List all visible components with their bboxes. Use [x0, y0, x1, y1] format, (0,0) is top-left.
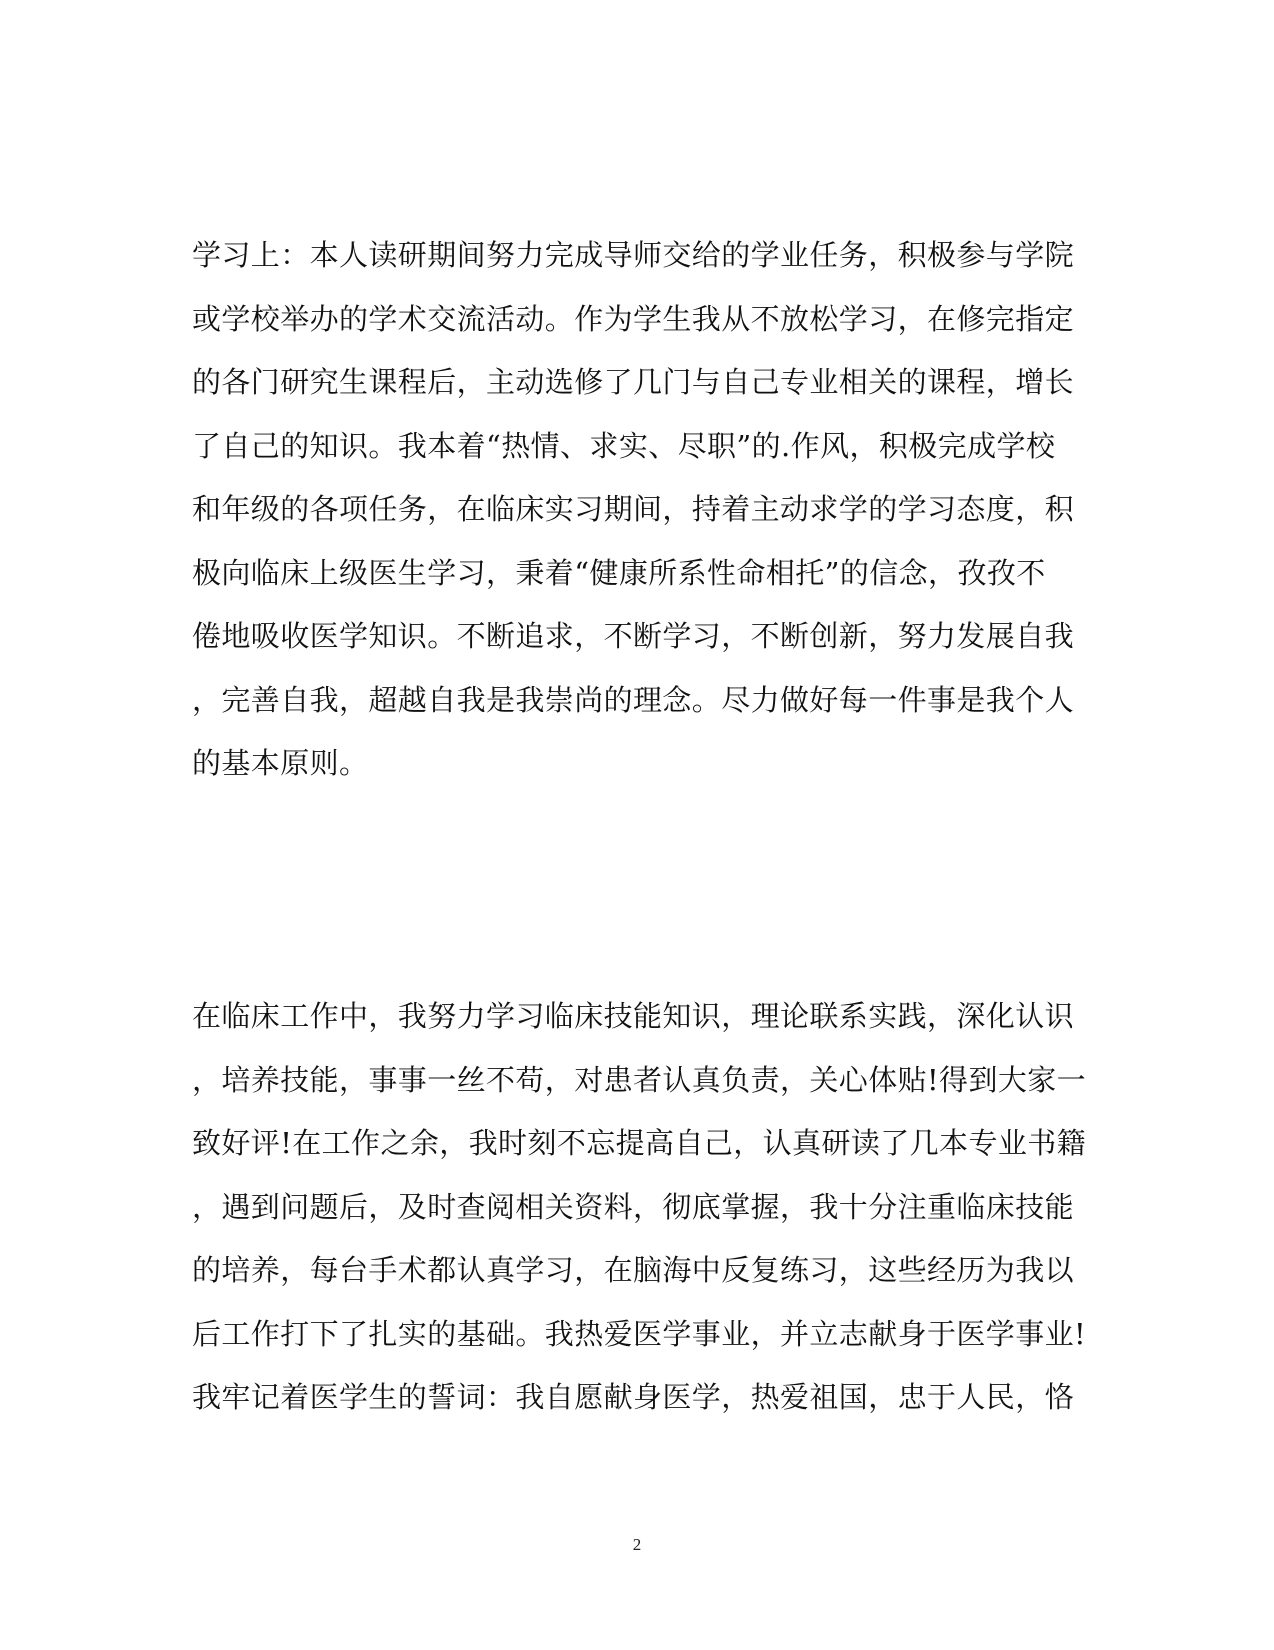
text-line: ，培养技能，事事一丝不苟，对患者认真负责，关心体贴!得到大家一 — [192, 1062, 1087, 1097]
text-line: 后工作打下了扎实的基础。我热爱医学事业，并立志献身于医学事业! — [192, 1316, 1087, 1351]
text-line: 在临床工作中，我努力学习临床技能知识，理论联系实践，深化认识 — [192, 999, 1075, 1033]
paragraph-clinical-work — [192, 985, 1092, 1430]
text-line: 极向临床上级医生学习，秉着“健康所系性命相托”的信念，孜孜不 — [192, 555, 1046, 590]
text-line: 了自己的知识。我本着“热情、求实、尽职”的.作风，积极完成学校 — [192, 428, 1056, 463]
text-line: 的培养，每台手术都认真学习，在脑海中反复练习，这些经历为我以 — [192, 1253, 1075, 1287]
text-line: 致好评!在工作之余，我时刻不忘提高自己，认真研读了几本专业书籍 — [192, 1126, 1087, 1160]
text-line: 和年级的各项任务，在临床实习期间，持着主动求学的学习态度，积 — [192, 492, 1075, 526]
page-number: 2 — [632, 1535, 642, 1554]
text-line: 的各门研究生课程后，主动选修了几门与自己专业相关的课程，增长 — [192, 365, 1075, 399]
text-line: 的基本原则。 — [192, 746, 369, 780]
paragraph-study — [192, 224, 1092, 796]
text-line: ，完善自我，超越自我是我崇尚的理念。尽力做好每一件事是我个人 — [192, 682, 1075, 717]
text-line: ，遇到问题后，及时查阅相关资料，彻底掌握，我十分注重临床技能 — [192, 1189, 1075, 1224]
text-line: 倦地吸收医学知识。不断追求，不断学习，不断创新，努力发展自我 — [192, 619, 1075, 653]
text-line: 或学校举办的学术交流活动。作为学生我从不放松学习，在修完指定 — [192, 301, 1075, 336]
text-line: 我牢记着医学生的誓词：我自愿献身医学，热爱祖国，忠于人民，恪 — [192, 1380, 1075, 1414]
text-line: 学习上：本人读研期间努力完成导师交给的学业任务，积极参与学院 — [192, 238, 1075, 272]
